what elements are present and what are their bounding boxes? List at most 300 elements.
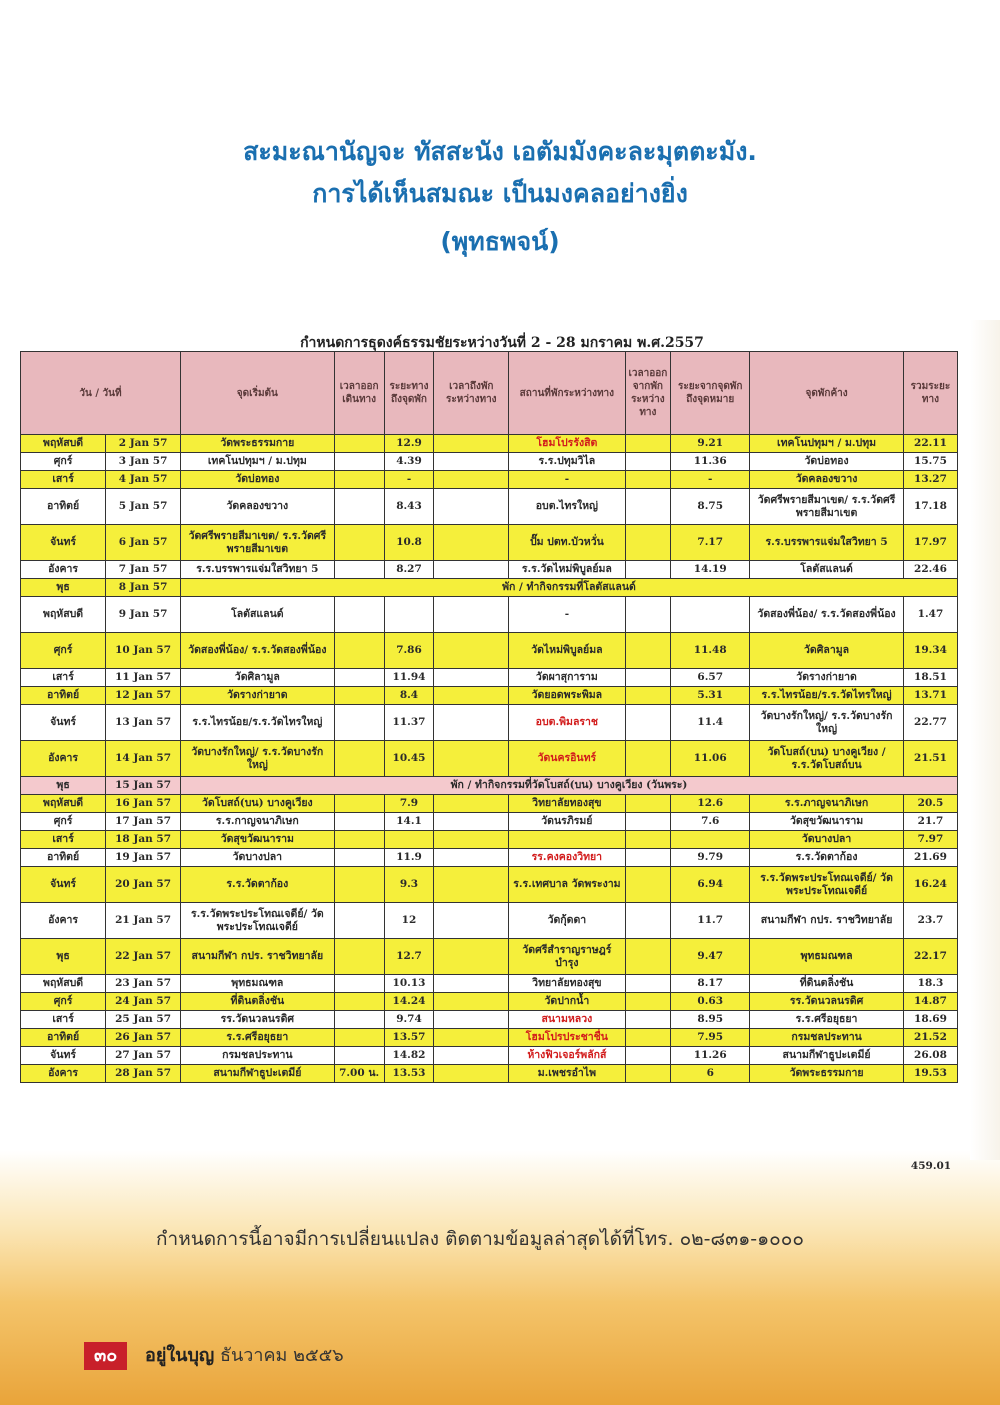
table-row bbox=[21, 975, 958, 993]
cell-total: 1.47 bbox=[903, 597, 957, 633]
cell-overnight: ร.ร.บรรพารแจ่มใสวิทยา 5 bbox=[750, 525, 904, 561]
header-leave-rest: เวลาออกจากพักระหว่างทาง bbox=[625, 352, 671, 435]
cell-total: 14.87 bbox=[903, 993, 957, 1011]
cell-day: เสาร์ bbox=[21, 471, 106, 489]
cell-leave bbox=[625, 561, 671, 579]
cell-start: วัดสองพี่น้อง/ ร.ร.วัดสองพี่น้อง bbox=[180, 633, 334, 669]
cell-day: ศุกร์ bbox=[21, 633, 106, 669]
cell-arrive bbox=[434, 453, 509, 471]
cell-day: เสาร์ bbox=[21, 831, 106, 849]
cell-start: ร.ร.บรรพารแจ่มใสวิทยา 5 bbox=[180, 561, 334, 579]
publication-name: อยู่ในบุญ bbox=[145, 1345, 215, 1366]
cell-rest: วัดไหม่พิบูลย์มล bbox=[509, 633, 625, 669]
cell-date: 14 Jan 57 bbox=[106, 741, 181, 777]
cell-start: ที่ดินตลิ่งชัน bbox=[180, 993, 334, 1011]
cell-dist1: 10.8 bbox=[384, 525, 434, 561]
cell-total: 22.11 bbox=[903, 435, 957, 453]
table-row bbox=[21, 1065, 958, 1083]
table-row bbox=[21, 597, 958, 633]
cell-date: 25 Jan 57 bbox=[106, 1011, 181, 1029]
cell-overnight: วัดคลองขวาง bbox=[750, 471, 904, 489]
cell-arrive bbox=[434, 669, 509, 687]
cell-date: 4 Jan 57 bbox=[106, 471, 181, 489]
cell-overnight: วัดบางปลา bbox=[750, 831, 904, 849]
quote-thai: การได้เห็นสมณะ เป็นมงคลอย่างยิ่ง bbox=[312, 179, 688, 208]
cell-leave bbox=[625, 525, 671, 561]
cell-day: อังคาร bbox=[21, 1065, 106, 1083]
cell-start: ร.ร.ไทรน้อย/ร.ร.วัดไทรใหญ่ bbox=[180, 705, 334, 741]
cell-leave bbox=[625, 1029, 671, 1047]
cell-start: วัดพระธรรมกาย bbox=[180, 435, 334, 453]
table-row bbox=[21, 435, 958, 453]
table-row bbox=[21, 633, 958, 669]
quote-pali: สะมะณานัญจะ ทัสสะนัง เอตัมมังคะละมุตตะมัง. bbox=[243, 137, 757, 166]
cell-rest: โฮมโปรประชาชื่น bbox=[509, 1029, 625, 1047]
cell-overnight: รร.วัดนวลนรดิศ bbox=[750, 993, 904, 1011]
cell-day: พฤหัสบดี bbox=[21, 975, 106, 993]
cell-date: 21 Jan 57 bbox=[106, 903, 181, 939]
cell-overnight: สนามกีฬา กปร. ราชวิทยาลัย bbox=[750, 903, 904, 939]
cell-dist2: 0.63 bbox=[671, 993, 750, 1011]
cell-total: 19.53 bbox=[903, 1065, 957, 1083]
cell-dist2: 8.75 bbox=[671, 489, 750, 525]
cell-dist2: 9.79 bbox=[671, 849, 750, 867]
table-row bbox=[21, 777, 958, 795]
cell-leave bbox=[625, 993, 671, 1011]
cell-start: สนามกีฬา กปร. ราชวิทยาลัย bbox=[180, 939, 334, 975]
cell-overnight: วัดศิลามูล bbox=[750, 633, 904, 669]
cell-leave bbox=[625, 435, 671, 453]
cell-start: วัดบางปลา bbox=[180, 849, 334, 867]
cell-dist2: 6.57 bbox=[671, 669, 750, 687]
cell-total: 15.75 bbox=[903, 453, 957, 471]
cell-total: 19.34 bbox=[903, 633, 957, 669]
table-row bbox=[21, 867, 958, 903]
cell-date: 23 Jan 57 bbox=[106, 975, 181, 993]
cell-leave bbox=[625, 1065, 671, 1083]
cell-day: อังคาร bbox=[21, 903, 106, 939]
cell-start: ร.ร.ศรีอยุธยา bbox=[180, 1029, 334, 1047]
cell-start: วัดศรีพรายสีมาเขต/ ร.ร.วัดศรีพรายสีมาเขต bbox=[180, 525, 334, 561]
cell-dist1: 4.39 bbox=[384, 453, 434, 471]
table-row bbox=[21, 579, 958, 597]
table-row bbox=[21, 1047, 958, 1065]
cell-rest: ร.ร.ปทุมวิไล bbox=[509, 453, 625, 471]
cell-depart bbox=[334, 741, 384, 777]
cell-day: พฤหัสบดี bbox=[21, 795, 106, 813]
cell-overnight: ร.ร.วัดตาก้อง bbox=[750, 849, 904, 867]
cell-overnight: วัดพระธรรมกาย bbox=[750, 1065, 904, 1083]
cell-arrive bbox=[434, 813, 509, 831]
cell-depart bbox=[334, 1011, 384, 1029]
cell-start: ร.ร.กาญจนาภิเษก bbox=[180, 813, 334, 831]
cell-leave bbox=[625, 813, 671, 831]
cell-dist2: 5.31 bbox=[671, 687, 750, 705]
cell-arrive bbox=[434, 795, 509, 813]
cell-depart: 7.00 น. bbox=[334, 1065, 384, 1083]
cell-dist2: 8.17 bbox=[671, 975, 750, 993]
cell-rest: โฮมโปรรังสิต bbox=[509, 435, 625, 453]
cell-overnight: วัดศรีพรายสีมาเขต/ ร.ร.วัดศรีพรายสีมาเขต bbox=[750, 489, 904, 525]
table-row bbox=[21, 1029, 958, 1047]
cell-dist1: 8.4 bbox=[384, 687, 434, 705]
cell-depart bbox=[334, 489, 384, 525]
cell-dist1: 9.74 bbox=[384, 1011, 434, 1029]
cell-overnight: วัดบางรักใหญ่/ ร.ร.วัดบางรักใหญ่ bbox=[750, 705, 904, 741]
cell-dist2: 11.48 bbox=[671, 633, 750, 669]
cell-depart bbox=[334, 831, 384, 849]
cell-date: 11 Jan 57 bbox=[106, 669, 181, 687]
cell-dist1: 8.27 bbox=[384, 561, 434, 579]
cell-depart bbox=[334, 597, 384, 633]
cell-date: 19 Jan 57 bbox=[106, 849, 181, 867]
cell-date: 27 Jan 57 bbox=[106, 1047, 181, 1065]
cell-dist2: 9.21 bbox=[671, 435, 750, 453]
cell-depart bbox=[334, 849, 384, 867]
cell-date: 22 Jan 57 bbox=[106, 939, 181, 975]
cell-arrive bbox=[434, 597, 509, 633]
cell-dist1: 14.82 bbox=[384, 1047, 434, 1065]
cell-start: วัดศิลามูล bbox=[180, 669, 334, 687]
cell-dist1 bbox=[384, 831, 434, 849]
cell-leave bbox=[625, 795, 671, 813]
issue-date: ธันวาคม ๒๕๕๖ bbox=[219, 1345, 344, 1366]
table-header-row bbox=[21, 352, 958, 435]
cell-depart bbox=[334, 1047, 384, 1065]
header-rest-place: สถานที่พักระหว่างทาง bbox=[509, 352, 625, 435]
table-row bbox=[21, 993, 958, 1011]
cell-date: 24 Jan 57 bbox=[106, 993, 181, 1011]
cell-arrive bbox=[434, 471, 509, 489]
cell-total: 16.24 bbox=[903, 867, 957, 903]
cell-leave bbox=[625, 741, 671, 777]
cell-date: 2 Jan 57 bbox=[106, 435, 181, 453]
cell-dist1: 12.9 bbox=[384, 435, 434, 453]
cell-day: พุธ bbox=[21, 777, 106, 795]
cell-date: 3 Jan 57 bbox=[106, 453, 181, 471]
table-row bbox=[21, 795, 958, 813]
cell-day: จันทร์ bbox=[21, 705, 106, 741]
cell-date: 20 Jan 57 bbox=[106, 867, 181, 903]
cell-arrive bbox=[434, 633, 509, 669]
cell-depart bbox=[334, 813, 384, 831]
cell-leave bbox=[625, 489, 671, 525]
cell-overnight: เทคโนปทุมฯ / ม.ปทุม bbox=[750, 435, 904, 453]
table-row bbox=[21, 813, 958, 831]
table-row bbox=[21, 525, 958, 561]
cell-day: อาทิตย์ bbox=[21, 489, 106, 525]
cell-day: เสาร์ bbox=[21, 669, 106, 687]
cell-rest-day-note: พัก / ทำกิจกรรมที่วัดโบสถ์(บน) บางคูเวียง (วันพระ) bbox=[180, 777, 957, 795]
cell-day: พฤหัสบดี bbox=[21, 597, 106, 633]
cell-day: ศุกร์ bbox=[21, 453, 106, 471]
header-day-date: วัน / วันที่ bbox=[21, 352, 181, 435]
cell-leave bbox=[625, 669, 671, 687]
cell-total: 18.3 bbox=[903, 975, 957, 993]
cell-depart bbox=[334, 795, 384, 813]
header-start: จุดเริ่มต้น bbox=[180, 352, 334, 435]
cell-rest: วัดยอดพระพิมล bbox=[509, 687, 625, 705]
cell-depart bbox=[334, 867, 384, 903]
cell-dist1: 11.9 bbox=[384, 849, 434, 867]
cell-leave bbox=[625, 471, 671, 489]
cell-overnight: โลตัสแลนด์ bbox=[750, 561, 904, 579]
cell-rest: อบต.พิมลราช bbox=[509, 705, 625, 741]
cell-leave bbox=[625, 867, 671, 903]
table-row bbox=[21, 705, 958, 741]
cell-depart bbox=[334, 975, 384, 993]
cell-arrive bbox=[434, 939, 509, 975]
cell-rest: รร.คงคองวิทยา bbox=[509, 849, 625, 867]
cell-arrive bbox=[434, 489, 509, 525]
cell-dist1: 12 bbox=[384, 903, 434, 939]
cell-dist2 bbox=[671, 597, 750, 633]
cell-depart bbox=[334, 903, 384, 939]
cell-total: 17.97 bbox=[903, 525, 957, 561]
cell-dist2: 11.7 bbox=[671, 903, 750, 939]
cell-start: วัดคลองขวาง bbox=[180, 489, 334, 525]
cell-rest-day-note: พัก / ทำกิจกรรมที่โลตัสแลนด์ bbox=[180, 579, 957, 597]
header-overnight: จุดพักค้าง bbox=[750, 352, 904, 435]
cell-date: 7 Jan 57 bbox=[106, 561, 181, 579]
cell-dist2: - bbox=[671, 471, 750, 489]
cell-dist1: 7.9 bbox=[384, 795, 434, 813]
cell-total: 20.5 bbox=[903, 795, 957, 813]
cell-depart bbox=[334, 453, 384, 471]
cell-arrive bbox=[434, 561, 509, 579]
cell-overnight: วัดบ่อทอง bbox=[750, 453, 904, 471]
table-row bbox=[21, 471, 958, 489]
cell-depart bbox=[334, 939, 384, 975]
cell-dist1: 11.37 bbox=[384, 705, 434, 741]
cell-rest: ปั๊ม ปตท.บัวหวั่น bbox=[509, 525, 625, 561]
cell-dist2: 11.06 bbox=[671, 741, 750, 777]
cell-day: จันทร์ bbox=[21, 1047, 106, 1065]
cell-dist2: 8.95 bbox=[671, 1011, 750, 1029]
cell-date: 28 Jan 57 bbox=[106, 1065, 181, 1083]
cell-dist2: 11.36 bbox=[671, 453, 750, 471]
cell-rest: วัดนรภิรมย์ bbox=[509, 813, 625, 831]
cell-start: วัดรางก่ายาด bbox=[180, 687, 334, 705]
cell-total: 22.46 bbox=[903, 561, 957, 579]
cell-arrive bbox=[434, 741, 509, 777]
cell-date: 17 Jan 57 bbox=[106, 813, 181, 831]
cell-overnight: ร.ร.วัดพระประโทณเจดีย์/ วัดพระประโทณเจดีย์ bbox=[750, 867, 904, 903]
cell-dist2: 7.6 bbox=[671, 813, 750, 831]
cell-arrive bbox=[434, 435, 509, 453]
cell-day: อังคาร bbox=[21, 741, 106, 777]
cell-leave bbox=[625, 633, 671, 669]
cell-start: วัดสุขวัฒนาราม bbox=[180, 831, 334, 849]
cell-day: พฤหัสบดี bbox=[21, 435, 106, 453]
cell-rest: วัดปากน้ำ bbox=[509, 993, 625, 1011]
cell-date: 12 Jan 57 bbox=[106, 687, 181, 705]
cell-depart bbox=[334, 1029, 384, 1047]
cell-rest: ร.ร.เทศบาล วัดพระงาม bbox=[509, 867, 625, 903]
header-total: รวมระยะทาง bbox=[903, 352, 957, 435]
cell-dist1 bbox=[384, 597, 434, 633]
schedule-note: กำหนดการนี้อาจมีการเปลี่ยนแปลง ติดตามข้อมูลล่าสุดได้ที่โทร. ๐๒-๘๓๑-๑๐๐๐ bbox=[156, 1228, 804, 1250]
cell-rest: วิทยาลัยทองสุข bbox=[509, 975, 625, 993]
cell-depart bbox=[334, 633, 384, 669]
cell-overnight: วัดโบสถ์(บน) บางคูเวียง / ร.ร.วัดโบสถ์บน bbox=[750, 741, 904, 777]
cell-date: 16 Jan 57 bbox=[106, 795, 181, 813]
cell-leave bbox=[625, 1011, 671, 1029]
cell-start: วัดบางรักใหญ่/ ร.ร.วัดบางรักใหญ่ bbox=[180, 741, 334, 777]
cell-day: พุธ bbox=[21, 579, 106, 597]
cell-total: 26.08 bbox=[903, 1047, 957, 1065]
cell-start: พุทธมณฑล bbox=[180, 975, 334, 993]
cell-dist2: 14.19 bbox=[671, 561, 750, 579]
cell-depart bbox=[334, 705, 384, 741]
header-dist-to-dest: ระยะจากจุดพักถึงจุดหมาย bbox=[671, 352, 750, 435]
cell-depart bbox=[334, 435, 384, 453]
cell-date: 8 Jan 57 bbox=[106, 579, 181, 597]
cell-rest: อบต.ไทรใหญ่ bbox=[509, 489, 625, 525]
cell-day: จันทร์ bbox=[21, 525, 106, 561]
cell-total: 23.7 bbox=[903, 903, 957, 939]
cell-rest bbox=[509, 831, 625, 849]
cell-total: 21.7 bbox=[903, 813, 957, 831]
cell-overnight: สนามกีฬาธูปะเตมีย์ bbox=[750, 1047, 904, 1065]
cell-day: ศุกร์ bbox=[21, 993, 106, 1011]
table-row bbox=[21, 453, 958, 471]
cell-rest: วัดศรีสำราญราษฎร์บำรุง bbox=[509, 939, 625, 975]
cell-day: อาทิตย์ bbox=[21, 1029, 106, 1047]
header-arrive-rest: เวลาถึงพักระหว่างทาง bbox=[434, 352, 509, 435]
cell-start: สนามกีฬาธูปะเตมีย์ bbox=[180, 1065, 334, 1083]
cell-date: 18 Jan 57 bbox=[106, 831, 181, 849]
cell-depart bbox=[334, 471, 384, 489]
table-row bbox=[21, 903, 958, 939]
cell-total: 21.52 bbox=[903, 1029, 957, 1047]
cell-day: เสาร์ bbox=[21, 1011, 106, 1029]
cell-dist2 bbox=[671, 831, 750, 849]
cell-dist2: 11.26 bbox=[671, 1047, 750, 1065]
cell-date: 6 Jan 57 bbox=[106, 525, 181, 561]
cell-dist2: 12.6 bbox=[671, 795, 750, 813]
cell-leave bbox=[625, 849, 671, 867]
cell-overnight: ร.ร.ศรีอยุธยา bbox=[750, 1011, 904, 1029]
cell-rest: - bbox=[509, 597, 625, 633]
cell-arrive bbox=[434, 1047, 509, 1065]
schedule-title: กำหนดการธุดงค์ธรรมชัยระหว่างวันที่ 2 - 28 มกราคม พ.ศ.2557 bbox=[300, 335, 704, 351]
cell-rest: วัดกุ้ดดา bbox=[509, 903, 625, 939]
cell-rest: ห้างฟิวเจอร์พลักส์ bbox=[509, 1047, 625, 1065]
cell-depart bbox=[334, 993, 384, 1011]
cell-leave bbox=[625, 939, 671, 975]
cell-day: จันทร์ bbox=[21, 867, 106, 903]
cell-total: 22.77 bbox=[903, 705, 957, 741]
cell-start: ร.ร.วัดพระประโทณเจดีย์/ วัดพระประโทณเจดีย์ bbox=[180, 903, 334, 939]
table-row bbox=[21, 489, 958, 525]
schedule-table bbox=[20, 351, 958, 1083]
cell-depart bbox=[334, 687, 384, 705]
cell-day: ศุกร์ bbox=[21, 813, 106, 831]
cell-dist2: 11.4 bbox=[671, 705, 750, 741]
cell-total: 7.97 bbox=[903, 831, 957, 849]
cell-rest: ม.เพชรอำไพ bbox=[509, 1065, 625, 1083]
cell-dist2: 7.95 bbox=[671, 1029, 750, 1047]
cell-total: 13.27 bbox=[903, 471, 957, 489]
cell-leave bbox=[625, 975, 671, 993]
cell-rest: วัดนครอินทร์ bbox=[509, 741, 625, 777]
table-row bbox=[21, 939, 958, 975]
cell-dist1: 10.13 bbox=[384, 975, 434, 993]
cell-arrive bbox=[434, 1065, 509, 1083]
cell-leave bbox=[625, 831, 671, 849]
cell-dist1: 9.3 bbox=[384, 867, 434, 903]
cell-date: 10 Jan 57 bbox=[106, 633, 181, 669]
cell-depart bbox=[334, 561, 384, 579]
cell-arrive bbox=[434, 993, 509, 1011]
cell-dist1: 7.86 bbox=[384, 633, 434, 669]
cell-total: 21.51 bbox=[903, 741, 957, 777]
cell-day: อาทิตย์ bbox=[21, 687, 106, 705]
table-row bbox=[21, 687, 958, 705]
cell-dist2: 9.47 bbox=[671, 939, 750, 975]
cell-total: 17.18 bbox=[903, 489, 957, 525]
cell-arrive bbox=[434, 687, 509, 705]
schedule-body bbox=[21, 435, 958, 1083]
cell-overnight: วัดรางก่ายาด bbox=[750, 669, 904, 687]
grand-total: 459.01 bbox=[910, 1160, 952, 1172]
cell-dist1: 8.43 bbox=[384, 489, 434, 525]
cell-arrive bbox=[434, 975, 509, 993]
cell-dist1: 13.57 bbox=[384, 1029, 434, 1047]
cell-leave bbox=[625, 597, 671, 633]
cell-overnight: ที่ดินตลิ่งชัน bbox=[750, 975, 904, 993]
side-shade bbox=[970, 320, 1000, 1160]
cell-overnight: วัดสองพี่น้อง/ ร.ร.วัดสองพี่น้อง bbox=[750, 597, 904, 633]
cell-rest: วิทยาลัยทองสุข bbox=[509, 795, 625, 813]
cell-start: รร.วัดนวลนรดิศ bbox=[180, 1011, 334, 1029]
cell-day: พุธ bbox=[21, 939, 106, 975]
header-depart-time: เวลาออกเดินทาง bbox=[334, 352, 384, 435]
cell-overnight: ร.ร.ภาญจนาภิเษก bbox=[750, 795, 904, 813]
cell-rest: ร.ร.วัดไหม่พิบูลย์มล bbox=[509, 561, 625, 579]
cell-dist1: 13.53 bbox=[384, 1065, 434, 1083]
cell-total: 18.69 bbox=[903, 1011, 957, 1029]
cell-start: กรมชลประทาน bbox=[180, 1047, 334, 1065]
cell-total: 13.71 bbox=[903, 687, 957, 705]
cell-arrive bbox=[434, 705, 509, 741]
cell-arrive bbox=[434, 1011, 509, 1029]
cell-leave bbox=[625, 1047, 671, 1065]
cell-arrive bbox=[434, 849, 509, 867]
cell-leave bbox=[625, 687, 671, 705]
cell-start: วัดโบสถ์(บน) บางคูเวียง bbox=[180, 795, 334, 813]
cell-rest: วัดผาสุการาม bbox=[509, 669, 625, 687]
cell-depart bbox=[334, 525, 384, 561]
cell-total: 18.51 bbox=[903, 669, 957, 687]
cell-total: 22.17 bbox=[903, 939, 957, 975]
cell-overnight: พุทธมณฑล bbox=[750, 939, 904, 975]
cell-date: 9 Jan 57 bbox=[106, 597, 181, 633]
cell-day: อังคาร bbox=[21, 561, 106, 579]
cell-depart bbox=[334, 669, 384, 687]
table-row bbox=[21, 1011, 958, 1029]
cell-dist1: 14.24 bbox=[384, 993, 434, 1011]
cell-date: 13 Jan 57 bbox=[106, 705, 181, 741]
cell-date: 26 Jan 57 bbox=[106, 1029, 181, 1047]
cell-overnight: ร.ร.ไทรน้อย/ร.ร.วัดไทรใหญ่ bbox=[750, 687, 904, 705]
cell-dist2: 6.94 bbox=[671, 867, 750, 903]
cell-start: ร.ร.วัดตาก้อง bbox=[180, 867, 334, 903]
cell-start: วัดบ่อทอง bbox=[180, 471, 334, 489]
cell-leave bbox=[625, 903, 671, 939]
table-row bbox=[21, 561, 958, 579]
